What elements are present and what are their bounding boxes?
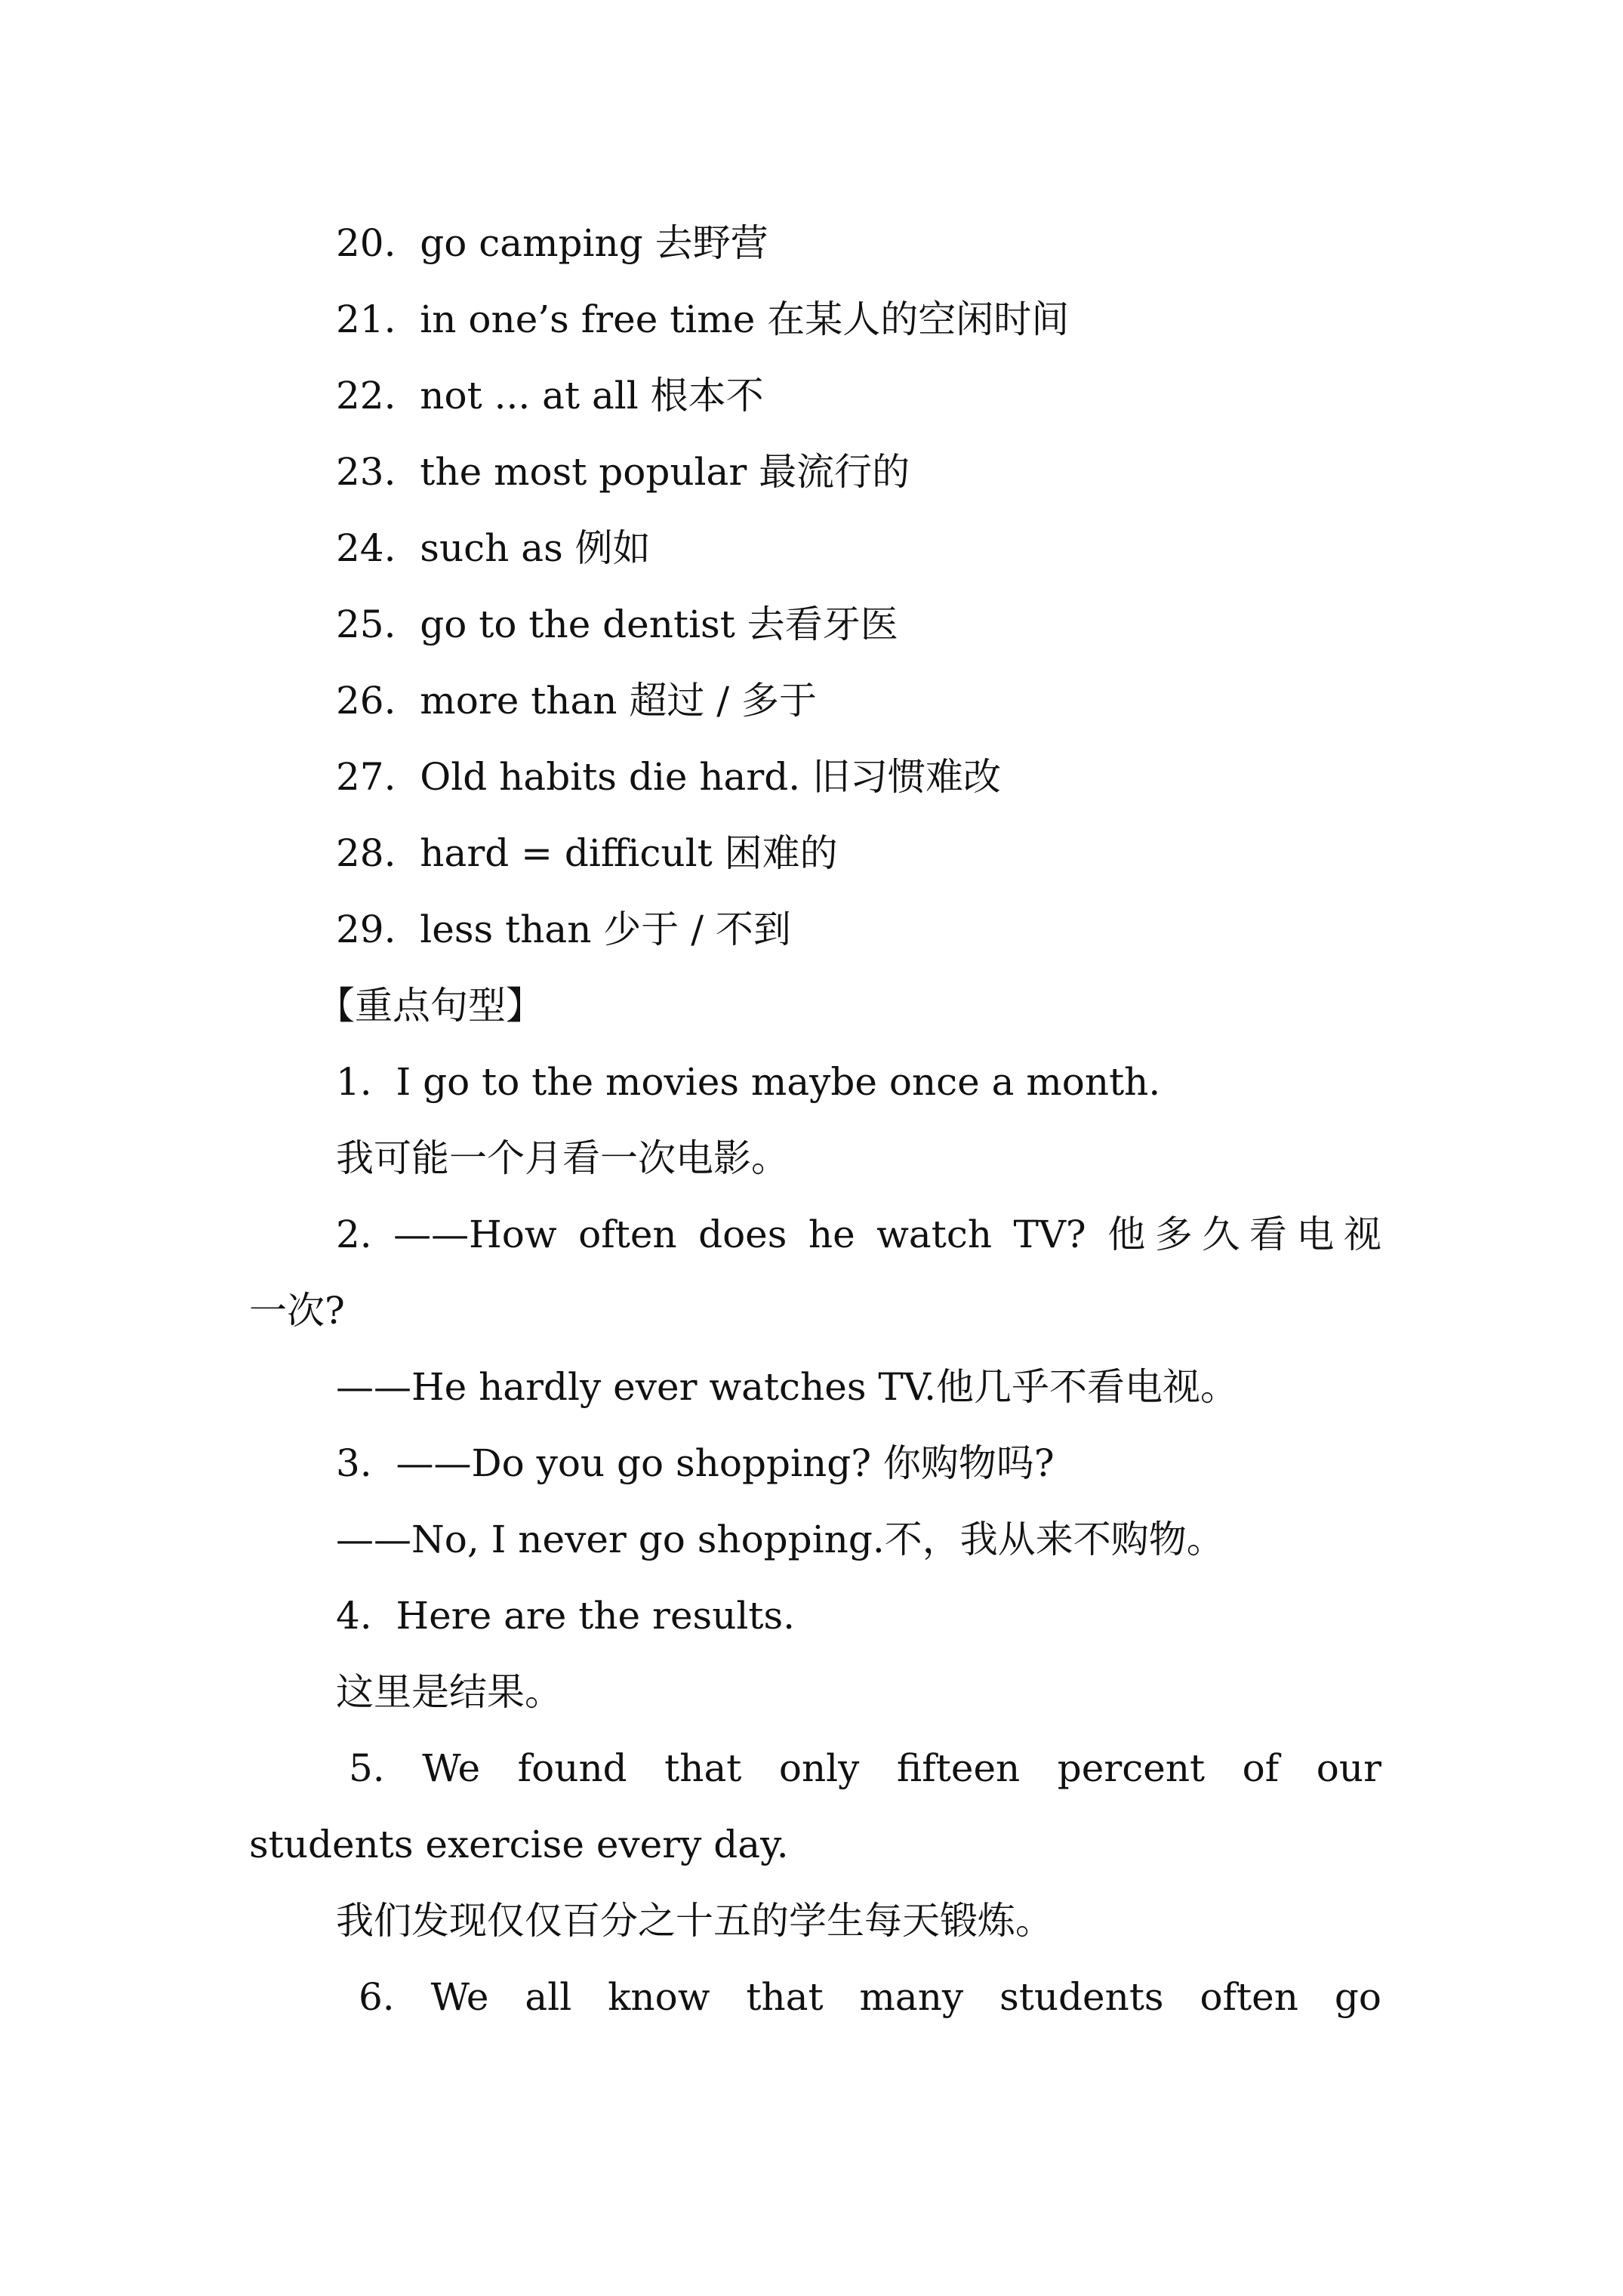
section-heading: 【重点句型】 xyxy=(317,984,544,1028)
phrase-item: 25. go to the dentist 去看牙医 xyxy=(336,603,898,646)
phrase-item: 29. less than 少于 / 不到 xyxy=(336,908,791,951)
sentence-en: 6. We all know that many students often go xyxy=(359,1975,1381,2019)
phrase-item: 26. more than 超过 / 多于 xyxy=(336,679,818,723)
sentence-en: 2. ——How often does he watch TV? 他多久看电视 xyxy=(336,1213,1381,1256)
phrase-item: 28. hard = difficult 困难的 xyxy=(336,831,838,875)
sentence-zh: 这里是结果。 xyxy=(336,1670,562,1714)
dialogue-answer: ——No, I never go shopping.不，我从来不购物。 xyxy=(336,1518,1224,1561)
dialogue-answer: ——He hardly ever watches TV.他几乎不看电视。 xyxy=(336,1365,1239,1409)
sentence-en: 5. We found that only fifteen percent of our xyxy=(349,1746,1381,1790)
phrase-item: 23. the most popular 最流行的 xyxy=(336,450,910,494)
sentence-zh: 我们发现仅仅百分之十五的学生每天锻炼。 xyxy=(336,1899,1053,1943)
sentence-zh: 我可能一个月看一次电影。 xyxy=(336,1136,789,1180)
phrase-item: 22. not ... at all 根本不 xyxy=(336,374,764,418)
sentence-en: 3. ——Do you go shopping? 你购物吗? xyxy=(336,1441,1055,1485)
sentence-en: 1. I go to the movies maybe once a month. xyxy=(336,1060,1161,1104)
phrase-item: 21. in one’s free time 在某人的空闲时间 xyxy=(336,297,1070,341)
sentence-continuation: students exercise every day. xyxy=(249,1823,789,1866)
phrase-item: 24. such as 例如 xyxy=(336,526,651,570)
phrase-item: 27. Old habits die hard. 旧习惯难改 xyxy=(336,755,1002,799)
sentence-continuation: 一次? xyxy=(249,1289,345,1333)
phrase-item: 20. go camping 去野营 xyxy=(336,221,768,265)
sentence-en: 4. Here are the results. xyxy=(336,1594,796,1638)
